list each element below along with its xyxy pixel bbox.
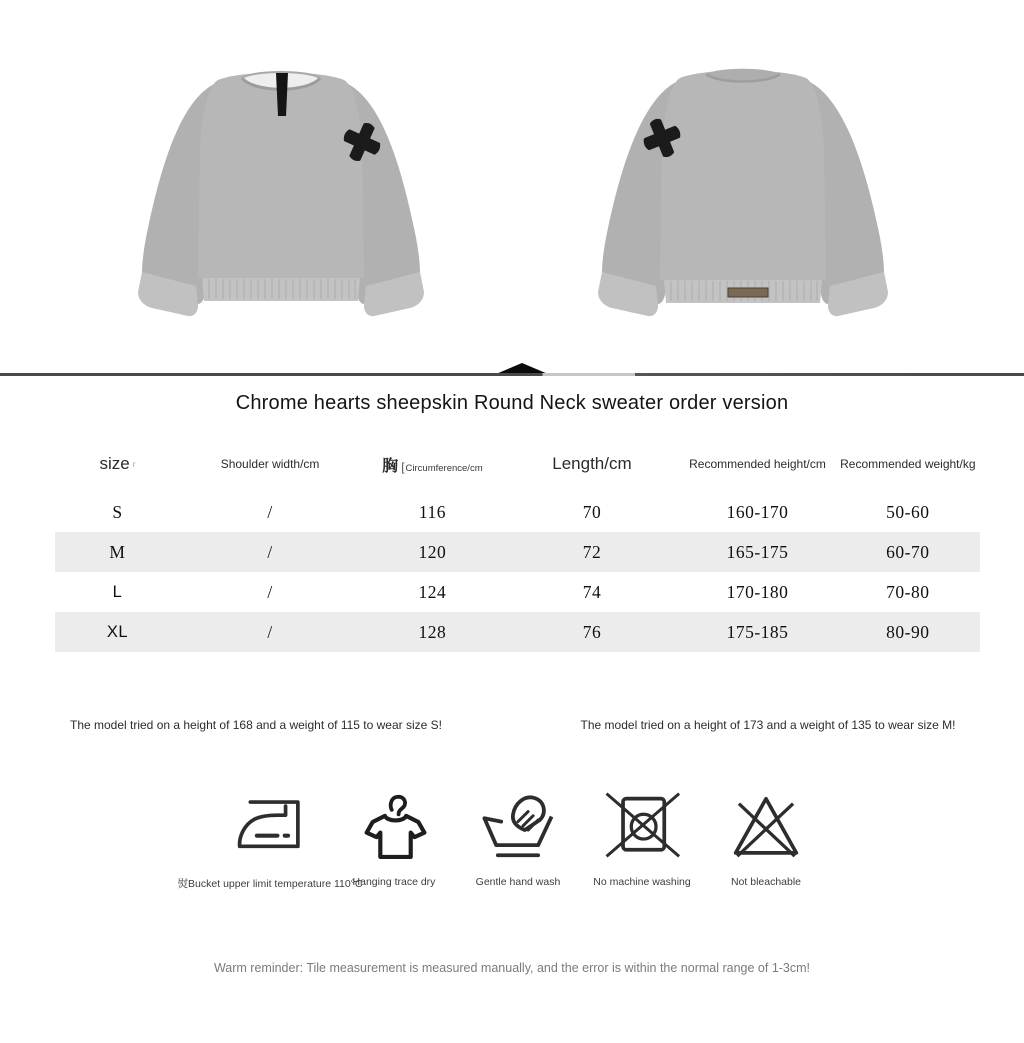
- cell-weight: 70-80: [886, 581, 930, 602]
- warm-reminder: Warm reminder: Tile measurement is measured manually, and the error is within the normal range of 1-3cm!: [213, 961, 811, 975]
- cell-size: XL: [106, 622, 129, 641]
- care-item-no-bleach: [708, 784, 824, 891]
- table-row-l: [55, 572, 980, 612]
- hang-dry-icon: [356, 784, 432, 866]
- model-note-right: The model tried on a height of 173 and a weight of 135 to wear size M!: [580, 718, 956, 732]
- sweater-front-graphic: [106, 40, 456, 340]
- cell-chest: 120: [418, 541, 447, 562]
- cell-size: M: [109, 541, 126, 562]
- table-row-s: [55, 492, 980, 532]
- section-divider: [0, 362, 1024, 376]
- cell-size: L: [112, 582, 123, 601]
- cell-weight: 50-60: [886, 501, 930, 522]
- care-label: No machine washing: [593, 876, 691, 888]
- care-instructions-row: [177, 784, 824, 891]
- care-label: Gentle hand wash: [475, 876, 561, 888]
- care-item-hand-wash: [460, 784, 576, 891]
- cell-length: 72: [582, 541, 602, 562]
- model-notes-row: [0, 718, 1024, 732]
- product-images-row: [0, 40, 1024, 342]
- cell-height: 170-180: [726, 581, 789, 602]
- cell-length: 70: [582, 501, 602, 522]
- cell-height: 160-170: [726, 501, 789, 522]
- table-row-m: [55, 532, 980, 572]
- cell-weight: 80-90: [886, 621, 930, 642]
- no-machine-wash-icon: [595, 784, 689, 866]
- header-length: Length/cm: [552, 454, 632, 473]
- size-table: [55, 449, 980, 652]
- model-note-left: The model tried on a height of 168 and a weight of 115 to wear size S!: [69, 718, 442, 732]
- cell-height: 165-175: [726, 541, 789, 562]
- no-bleach-icon: [725, 784, 807, 866]
- size-table-header: [55, 449, 980, 479]
- header-chest-circumference: 胸 [Circumference/cm: [382, 455, 483, 475]
- care-item-iron: [177, 784, 363, 891]
- care-label: Not bleachable: [730, 876, 802, 888]
- header-recommended-height: Recommended height/cm: [689, 457, 826, 471]
- page-title: Chrome hearts sheepskin Round Neck sweater order version: [235, 392, 789, 414]
- care-label: Hanging trace dry: [352, 876, 436, 888]
- header-size: size r: [99, 454, 136, 473]
- divider-line: [0, 373, 1024, 376]
- hand-wash-icon: [476, 784, 560, 866]
- sweater-front-image: [106, 40, 456, 340]
- header-shoulder-width: Shoulder width/cm: [220, 457, 320, 471]
- cell-chest: 124: [418, 581, 447, 602]
- care-item-no-machine-wash: [584, 784, 700, 891]
- iron-icon: [229, 784, 311, 866]
- cell-shoulder: /: [267, 541, 273, 562]
- cell-length: 74: [582, 581, 602, 602]
- table-row-xl: [55, 612, 980, 652]
- cell-chest: 128: [418, 621, 447, 642]
- cell-shoulder: /: [267, 581, 273, 602]
- care-label: 熨Bucket upper limit temperature 110°C: [177, 878, 363, 890]
- cell-length: 76: [582, 621, 602, 642]
- cell-chest: 116: [418, 501, 446, 522]
- cell-size: S: [112, 501, 123, 522]
- cell-shoulder: /: [267, 501, 273, 522]
- cell-height: 175-185: [726, 621, 789, 642]
- cell-shoulder: /: [267, 621, 273, 642]
- cell-weight: 60-70: [886, 541, 930, 562]
- sweater-back-graphic: [568, 40, 918, 340]
- care-item-hang-dry: [336, 784, 452, 891]
- size-header-mark: r: [132, 460, 136, 470]
- header-recommended-weight: Recommended weight/kg: [840, 457, 976, 471]
- sweater-back-image: [568, 40, 918, 340]
